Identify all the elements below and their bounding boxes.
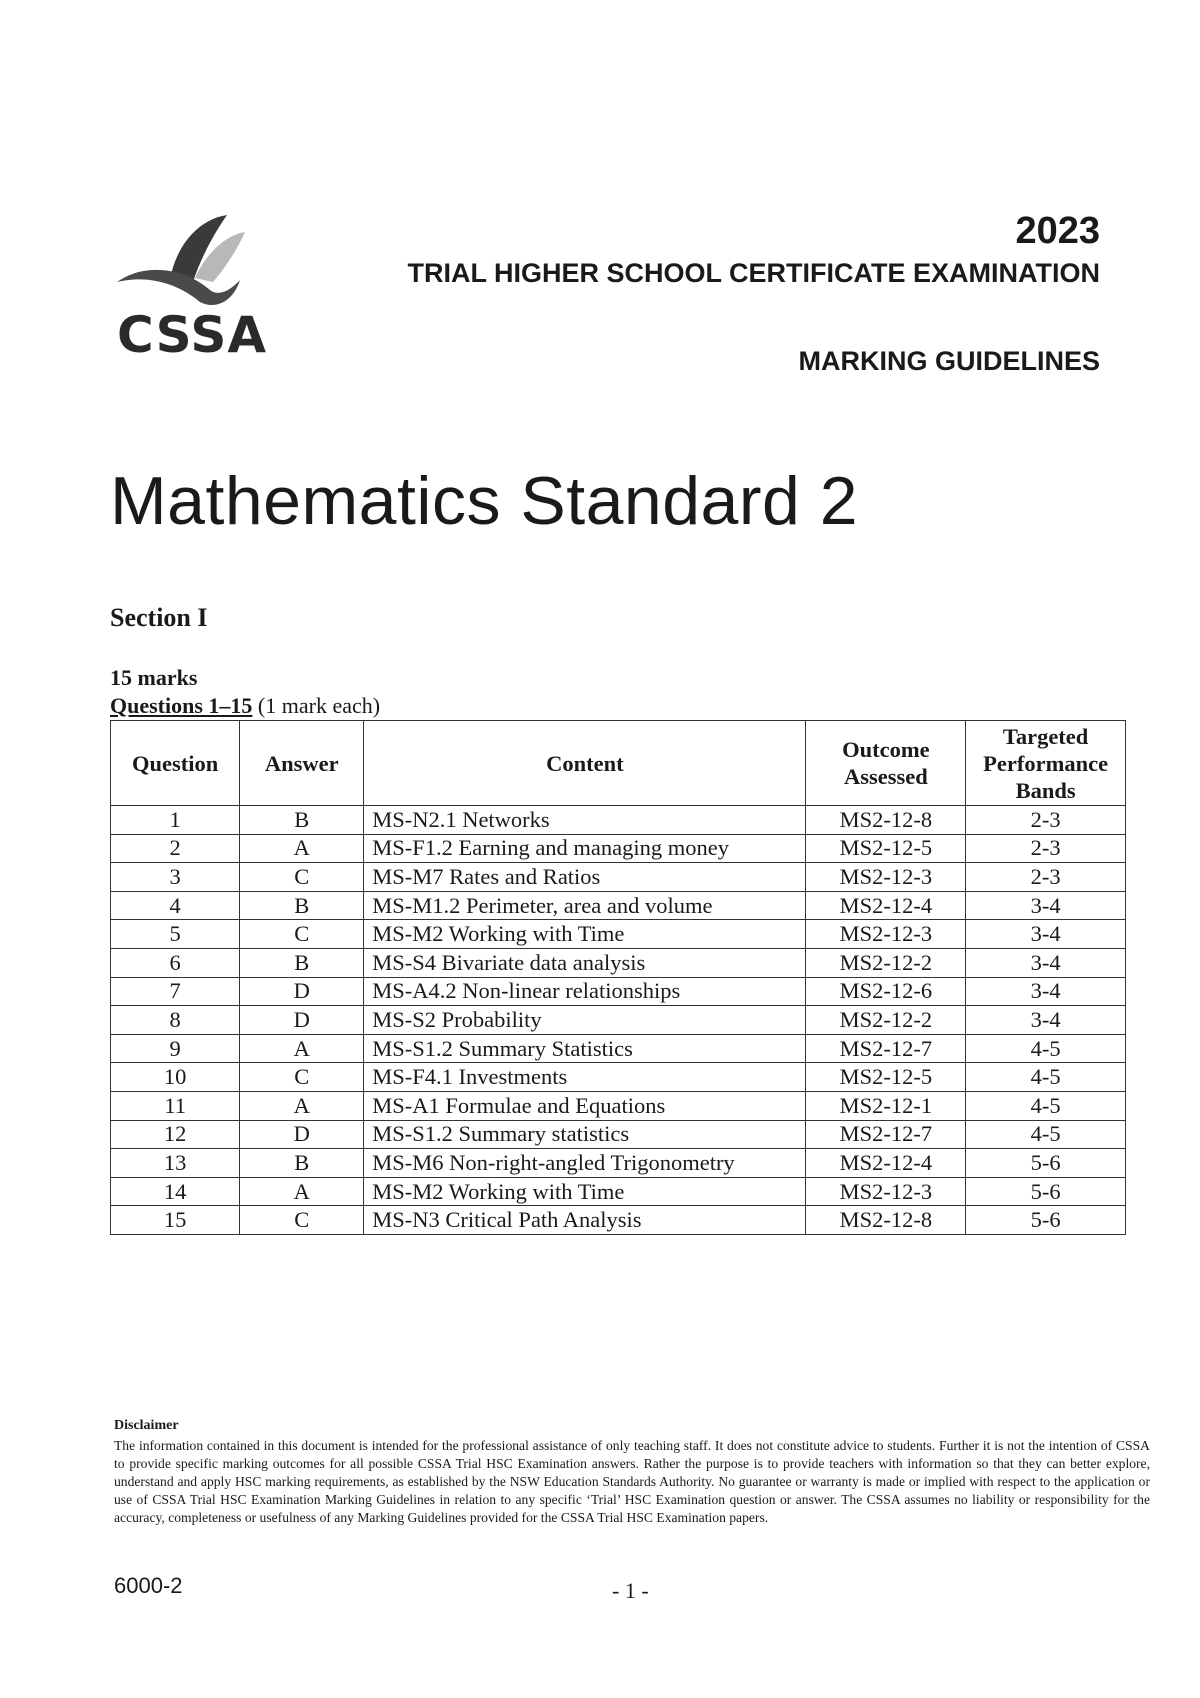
section-title: Section I <box>110 603 208 632</box>
outcome-cell: MS2-12-7 <box>806 1034 966 1063</box>
content-cell: MS-M2 Working with Time <box>364 1177 806 1206</box>
exam-year: 2023 <box>1015 210 1100 252</box>
table-row <box>111 863 1126 892</box>
question-cell: 3 <box>111 863 240 892</box>
bands-cell: 2-3 <box>966 806 1126 835</box>
answer-cell: D <box>240 1006 364 1035</box>
answer-cell: C <box>240 1206 364 1235</box>
outcome-cell: MS2-12-4 <box>806 891 966 920</box>
logo-text: CSSA <box>117 306 268 364</box>
answer-cell: B <box>240 948 364 977</box>
bands-cell: 3-4 <box>966 977 1126 1006</box>
bands-cell: 2-3 <box>966 863 1126 892</box>
answer-cell: D <box>240 977 364 1006</box>
content-cell: MS-F1.2 Earning and managing money <box>364 834 806 863</box>
question-cell: 13 <box>111 1149 240 1178</box>
table-row <box>111 1091 1126 1120</box>
questions-note: (1 mark each) <box>252 693 381 718</box>
exam-title: TRIAL HIGHER SCHOOL CERTIFICATE EXAMINATION <box>407 258 1100 288</box>
answer-cell: B <box>240 806 364 835</box>
answer-cell: C <box>240 1063 364 1092</box>
table-row <box>111 1120 1126 1149</box>
cssa-leaf-icon <box>115 210 255 310</box>
content-cell: MS-M6 Non-right-angled Trigonometry <box>364 1149 806 1178</box>
outcome-cell: MS2-12-2 <box>806 1006 966 1035</box>
outcome-cell: MS2-12-5 <box>806 834 966 863</box>
bands-cell: 5-6 <box>966 1177 1126 1206</box>
table-row <box>111 1006 1126 1035</box>
outcome-cell: MS2-12-8 <box>806 1206 966 1235</box>
outcome-cell: MS2-12-2 <box>806 948 966 977</box>
question-cell: 12 <box>111 1120 240 1149</box>
outcome-cell: MS2-12-3 <box>806 1177 966 1206</box>
disclaimer-text: The information contained in this document is intended for the professional assistance of only teaching staff. It does not constitute advice to students. Further it is not the intention of CSSA to provide specific marking outcomes for all possible CSSA Trial HSC Examination answers. Rather the purpose is to provide teachers with information so that they can better explore, understand and apply HSC marking requirements, as established by the NSW Education Standards Authority. No guarantee or warranty is made or implied with respect to the application or use of CSSA Trial HSC Examination Marking Guidelines in relation to any specific ‘Trial’ HSC Examination question or answer. The CSSA assumes no liability or responsibility for the accuracy, completeness or usefulness of any Marking Guidelines provided for the CSSA Trial HSC Examination papers. <box>114 1438 1150 1525</box>
answer-cell: A <box>240 1177 364 1206</box>
outcome-cell: MS2-12-7 <box>806 1120 966 1149</box>
answer-cell: A <box>240 1034 364 1063</box>
marking-guidelines-title: MARKING GUIDELINES <box>798 346 1100 376</box>
question-cell: 7 <box>111 977 240 1006</box>
table-row <box>111 948 1126 977</box>
bands-cell: 4-5 <box>966 1091 1126 1120</box>
outcome-cell: MS2-12-1 <box>806 1091 966 1120</box>
table-row <box>111 1177 1126 1206</box>
bands-cell: 4-5 <box>966 1034 1126 1063</box>
page-number: - 1 - <box>612 1578 649 1603</box>
question-cell: 14 <box>111 1177 240 1206</box>
bands-cell: 3-4 <box>966 1006 1126 1035</box>
subject-title: Mathematics Standard 2 <box>110 463 859 539</box>
content-cell: MS-M7 Rates and Ratios <box>364 863 806 892</box>
table-row <box>111 834 1126 863</box>
table-row <box>111 920 1126 949</box>
outcome-cell: MS2-12-8 <box>806 806 966 835</box>
answer-cell: B <box>240 1149 364 1178</box>
content-cell: MS-N2.1 Networks <box>364 806 806 835</box>
header-content: Content <box>364 721 806 806</box>
outcome-cell: MS2-12-4 <box>806 1149 966 1178</box>
table-row <box>111 1149 1126 1178</box>
bands-cell: 5-6 <box>966 1149 1126 1178</box>
table-body <box>111 806 1126 1235</box>
table-row <box>111 1063 1126 1092</box>
bands-cell: 2-3 <box>966 834 1126 863</box>
outcome-cell: MS2-12-6 <box>806 977 966 1006</box>
table-row <box>111 806 1126 835</box>
content-cell: MS-S4 Bivariate data analysis <box>364 948 806 977</box>
bands-cell: 4-5 <box>966 1120 1126 1149</box>
cssa-logo <box>115 210 268 364</box>
question-cell: 10 <box>111 1063 240 1092</box>
table-row <box>111 891 1126 920</box>
section-marks: 15 marks <box>110 665 198 690</box>
header-answer: Answer <box>240 721 364 806</box>
content-cell: MS-S1.2 Summary Statistics <box>364 1034 806 1063</box>
bands-cell: 4-5 <box>966 1063 1126 1092</box>
answer-cell: B <box>240 891 364 920</box>
bands-cell: 5-6 <box>966 1206 1126 1235</box>
content-cell: MS-S1.2 Summary statistics <box>364 1120 806 1149</box>
question-cell: 2 <box>111 834 240 863</box>
question-cell: 8 <box>111 1006 240 1035</box>
question-cell: 5 <box>111 920 240 949</box>
answer-cell: C <box>240 920 364 949</box>
content-cell: MS-M2 Working with Time <box>364 920 806 949</box>
header-outcome: Outcome Assessed <box>806 721 966 806</box>
answers-table <box>110 720 1126 1235</box>
question-cell: 9 <box>111 1034 240 1063</box>
content-cell: MS-N3 Critical Path Analysis <box>364 1206 806 1235</box>
question-cell: 1 <box>111 806 240 835</box>
content-cell: MS-M1.2 Perimeter, area and volume <box>364 891 806 920</box>
outcome-cell: MS2-12-3 <box>806 863 966 892</box>
table-row <box>111 1206 1126 1235</box>
outcome-cell: MS2-12-5 <box>806 1063 966 1092</box>
questions-range <box>110 693 380 719</box>
header-bands: Targeted Performance Bands <box>966 721 1126 806</box>
question-cell: 6 <box>111 948 240 977</box>
table-row <box>111 977 1126 1006</box>
content-cell: MS-F4.1 Investments <box>364 1063 806 1092</box>
header-question: Question <box>111 721 240 806</box>
table-header-row <box>111 721 1126 806</box>
question-cell: 15 <box>111 1206 240 1235</box>
table-row <box>111 1034 1126 1063</box>
question-cell: 11 <box>111 1091 240 1120</box>
answer-cell: A <box>240 1091 364 1120</box>
outcome-cell: MS2-12-3 <box>806 920 966 949</box>
bands-cell: 3-4 <box>966 948 1126 977</box>
question-cell: 4 <box>111 891 240 920</box>
content-cell: MS-A1 Formulae and Equations <box>364 1091 806 1120</box>
bands-cell: 3-4 <box>966 891 1126 920</box>
answer-cell: A <box>240 834 364 863</box>
document-code: 6000-2 <box>114 1573 183 1598</box>
bands-cell: 3-4 <box>966 920 1126 949</box>
questions-label: Questions 1–15 <box>110 693 253 718</box>
answer-cell: D <box>240 1120 364 1149</box>
content-cell: MS-S2 Probability <box>364 1006 806 1035</box>
disclaimer-title: Disclaimer <box>114 1418 179 1433</box>
content-cell: MS-A4.2 Non-linear relationships <box>364 977 806 1006</box>
answer-cell: C <box>240 863 364 892</box>
